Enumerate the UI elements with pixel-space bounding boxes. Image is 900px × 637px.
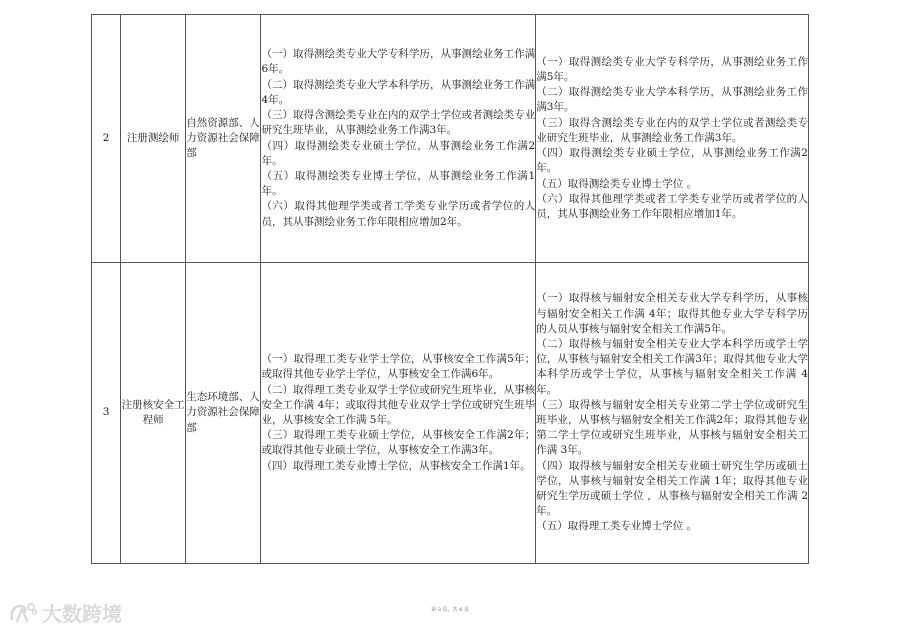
row-number: 2 bbox=[92, 15, 121, 263]
requirement-item: （一）取得理工类专业学士学位，从事核安全工作满5年；或取得其他专业学士学位，从事核安全工作满6年。 bbox=[261, 353, 536, 381]
requirement-item: （三）取得含测绘类专业在内的双学士学位或者测绘类专业研究生班毕业，从事测绘业务工作满3年。 bbox=[536, 116, 808, 144]
requirement-item: （三）取得含测绘类专业在内的双学士学位或者测绘类专业研究生班毕业，从事测绘业务工作满3年。 bbox=[261, 109, 536, 137]
watermark bbox=[8, 598, 122, 627]
requirement-item: （三）取得核与辐射安全相关专业第二学士学位或研究生班毕业，从事核与辐射安全相关工作满2年；取得其他专业第二学士学位或研究生班毕业，从事核与辐射安全相关工作满 3年。 bbox=[536, 398, 808, 457]
implementing-department: 生态环境部、人力资源社会保障部 bbox=[186, 263, 261, 564]
qualification-table bbox=[91, 14, 809, 564]
qualification-name: 注册测绘师 bbox=[121, 15, 186, 263]
requirement-item: （二）取得测绘类专业大学本科学历，从事测绘业务工作满4年。 bbox=[261, 78, 536, 106]
requirement-item: （二）取得核与辐射安全相关专业大学本科学历或学士学位，从事核与辐射安全相关工作满3年；取得其他专业大学本科学历或学士学位，从事核与辐射安全相关工作满 4年。 bbox=[536, 337, 808, 396]
watermark-text: 大数跨境 bbox=[42, 602, 122, 626]
requirement-item: （五）取得理工类专业博士学位 。 bbox=[536, 520, 698, 533]
implementing-department: 自然资源部、人力资源社会保障部 bbox=[186, 15, 261, 263]
row-number: 3 bbox=[92, 263, 121, 564]
requirements-cell bbox=[536, 15, 809, 263]
brand-logo-icon bbox=[8, 601, 38, 625]
table-row bbox=[92, 15, 809, 263]
requirement-item: （五）取得测绘类专业博士学位，从事测绘业务工作满1年。 bbox=[261, 169, 536, 198]
requirement-item: （一）取得核与辐射安全相关专业大学专科学历，从事核与辐射安全相关工作满 4年；取得其他专业大学专科学历的人员从事核与辐射安全相关工作满5年。 bbox=[536, 292, 808, 335]
qualification-name: 注册核安全工程师 bbox=[121, 263, 186, 564]
requirement-item: （一）取得测绘类专业大学专科学历，从事测绘业务工作满5年。 bbox=[536, 55, 808, 84]
requirement-item: （一）取得测绘类专业大学专科学历，从事测绘业务工作满6年。 bbox=[261, 48, 536, 76]
requirement-item: （四）取得核与辐射安全相关专业硕士研究生学历或硕士学位，从事核与辐射安全相关工作满 1年；取得其他专业研究生学历或硕士学位 ，从事核与辐射安全相关工作满 2年。 bbox=[536, 459, 808, 518]
page-number: 第 3 页，共 4 页 bbox=[431, 607, 469, 613]
requirement-item: （五）取得测绘类专业博士学位 。 bbox=[536, 177, 698, 190]
requirement-item: （六）取得其他理学类或者工学类专业学历或者学位的人员，其从事测绘业务工作年限相应增加1年。 bbox=[536, 192, 808, 220]
requirements-cell bbox=[261, 263, 536, 564]
requirement-item: （三）取得理工类专业硕士学位，从事核安全工作满2年；或取得其他专业硕士学位，从事核安全工作满3年。 bbox=[261, 429, 536, 457]
requirement-item: （四）取得测绘类专业硕士学位，从事测绘业务工作满2年。 bbox=[261, 139, 536, 167]
requirement-item: （六）取得其他理学类或者工学类专业学历或者学位的人员，其从事测绘业务工作年限相应增加2年。 bbox=[261, 200, 536, 228]
requirements-cell bbox=[536, 263, 809, 564]
requirement-item: （二）取得理工类专业双学士学位或研究生班毕业，从事核安全工作满 4年；或取得其他专业双学士学位或研究生班毕业，从事核安全工作满 5年。 bbox=[261, 383, 536, 426]
requirement-item: （二）取得测绘类专业大学本科学历，从事测绘业务工作满3年。 bbox=[536, 86, 808, 114]
table-row bbox=[92, 263, 809, 564]
requirements-cell bbox=[261, 15, 536, 263]
requirement-item: （四）取得测绘类专业硕士学位，从事测绘业务工作满2年。 bbox=[536, 147, 808, 175]
requirement-item: （四）取得理工类专业博士学位，从事核安全工作满1年。 bbox=[261, 459, 531, 472]
